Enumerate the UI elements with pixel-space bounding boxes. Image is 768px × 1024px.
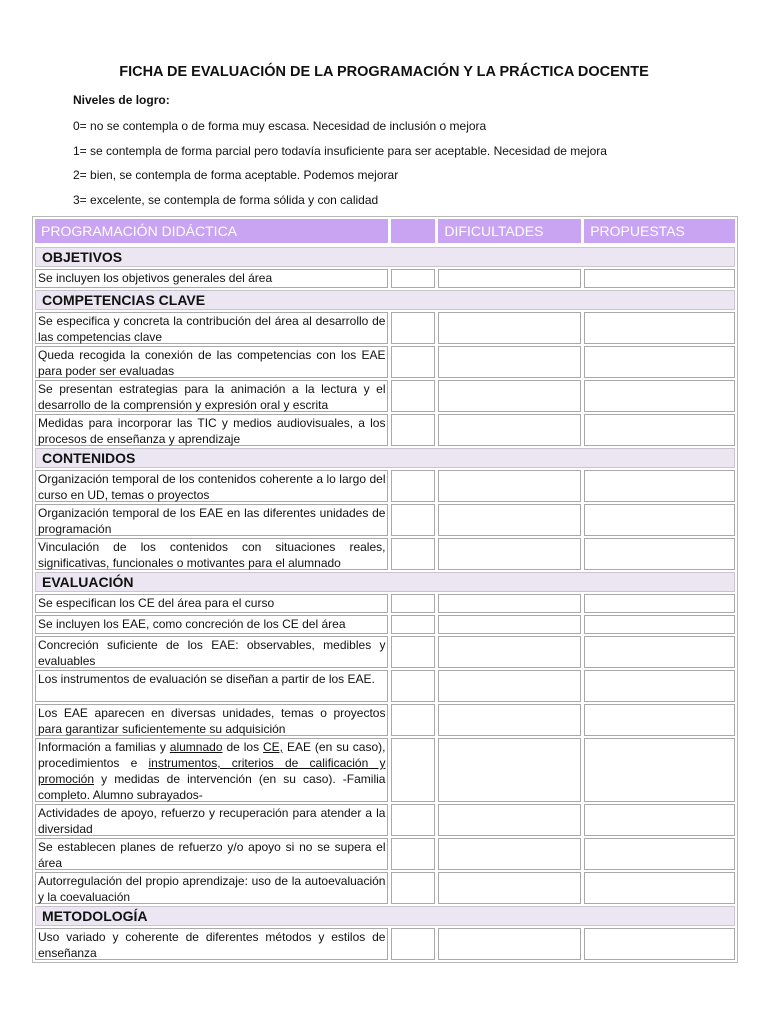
row-text: Se establecen planes de refuerzo y/o apoyo si no se supera el área [35, 838, 388, 870]
row-text: Los EAE aparecen en diversas unidades, temas o proyectos para garantizar suficientemente su adquisición [35, 704, 388, 736]
level-cell[interactable] [391, 872, 435, 904]
propuestas-cell[interactable] [584, 594, 735, 613]
dificultades-cell[interactable] [438, 704, 581, 736]
section-evaluacion: EVALUACIÓN [35, 572, 735, 592]
dificultades-cell[interactable] [438, 636, 581, 668]
table-row [35, 636, 735, 668]
table-row [35, 504, 735, 536]
section-objetivos: OBJETIVOS [35, 247, 735, 267]
row-text-part: y medidas de intervención (en su caso). -Familia completo. Alumno subrayados- [38, 772, 386, 802]
dificultades-cell[interactable] [438, 346, 581, 378]
row-text: Se incluyen los EAE, como concreción de los CE del área [35, 615, 388, 634]
header-dificultades: DIFICULTADES [438, 219, 581, 243]
propuestas-cell[interactable] [584, 380, 735, 412]
row-text: Vinculación de los contenidos con situaciones reales, significativas, funcionales o motivantes para el alumnado [35, 538, 388, 570]
level-cell[interactable] [391, 928, 435, 960]
level-cell[interactable] [391, 346, 435, 378]
propuestas-cell[interactable] [584, 670, 735, 702]
level-cell[interactable] [391, 636, 435, 668]
row-text: Se incluyen los objetivos generales del área [35, 269, 388, 288]
row-text-part: de los [222, 740, 264, 754]
propuestas-cell[interactable] [584, 872, 735, 904]
dificultades-cell[interactable] [438, 312, 581, 344]
table-row [35, 470, 735, 502]
propuestas-cell[interactable] [584, 269, 735, 288]
row-text-part: EAE (en su caso), procedimientos e [38, 740, 386, 770]
levels-heading: Niveles de logro: [73, 93, 170, 107]
dificultades-cell[interactable] [438, 738, 581, 802]
propuestas-cell[interactable] [584, 414, 735, 446]
dificultades-cell[interactable] [438, 504, 581, 536]
level-cell[interactable] [391, 504, 435, 536]
level-cell[interactable] [391, 594, 435, 613]
table-row [35, 738, 735, 802]
propuestas-cell[interactable] [584, 928, 735, 960]
table-row [35, 538, 735, 570]
header-propuestas: PROPUESTAS [584, 219, 735, 243]
row-text: Los instrumentos de evaluación se diseñan a partir de los EAE. [35, 670, 388, 702]
section-metodologia: METODOLOGÍA [35, 906, 735, 926]
propuestas-cell[interactable] [584, 704, 735, 736]
level-cell[interactable] [391, 269, 435, 288]
table-header [33, 217, 737, 245]
level-cell[interactable] [391, 470, 435, 502]
propuestas-cell[interactable] [584, 804, 735, 836]
row-text: Autorregulación del propio aprendizaje: uso de la autoevaluación y la coevaluación [35, 872, 388, 904]
table-row [35, 594, 735, 613]
underlined-text: CE, [263, 740, 284, 754]
dificultades-cell[interactable] [438, 804, 581, 836]
propuestas-cell[interactable] [584, 312, 735, 344]
level-cell[interactable] [391, 615, 435, 634]
table-row [35, 615, 735, 634]
level-3: 3= excelente, se contempla de forma sólida y con calidad [73, 193, 379, 207]
dificultades-cell[interactable] [438, 928, 581, 960]
dificultades-cell[interactable] [438, 380, 581, 412]
row-text: Medidas para incorporar las TIC y medios audiovisuales, a los procesos de enseñanza y aprendizaje [35, 414, 388, 446]
propuestas-cell[interactable] [584, 636, 735, 668]
level-2: 2= bien, se contempla de forma aceptable. Podemos mejorar [73, 168, 399, 182]
table-row [35, 872, 735, 904]
level-0: 0= no se contempla o de forma muy escasa. Necesidad de inclusión o mejora [73, 119, 487, 133]
table-row [35, 346, 735, 378]
table-row [35, 269, 735, 288]
table-row [35, 928, 735, 960]
row-text: Actividades de apoyo, refuerzo y recuperación para atender a la diversidad [35, 804, 388, 836]
row-text: Organización temporal de los EAE en las diferentes unidades de programación [35, 504, 388, 536]
table-row [35, 704, 735, 736]
propuestas-cell[interactable] [584, 538, 735, 570]
row-text: Se presentan estrategias para la animación a la lectura y el desarrollo de la comprensión y expresión oral y escrita [35, 380, 388, 412]
propuestas-cell[interactable] [584, 504, 735, 536]
level-cell[interactable] [391, 738, 435, 802]
evaluation-table [32, 216, 738, 963]
dificultades-cell[interactable] [438, 670, 581, 702]
propuestas-cell[interactable] [584, 615, 735, 634]
header-programacion: PROGRAMACIÓN DIDÁCTICA [35, 219, 388, 243]
table-row [35, 414, 735, 446]
dificultades-cell[interactable] [438, 872, 581, 904]
row-text: Se especifica y concreta la contribución del área al desarrollo de las competencias clave [35, 312, 388, 344]
table-row [35, 312, 735, 344]
dificultades-cell[interactable] [438, 414, 581, 446]
level-cell[interactable] [391, 380, 435, 412]
table-row [35, 838, 735, 870]
level-cell[interactable] [391, 804, 435, 836]
section-contenidos: CONTENIDOS [35, 448, 735, 468]
row-text: Queda recogida la conexión de las competencias con los EAE para poder ser evaluadas [35, 346, 388, 378]
section-competencias-clave: COMPETENCIAS CLAVE [35, 290, 735, 310]
table-row [35, 380, 735, 412]
underlined-text: alumnado [169, 740, 223, 754]
propuestas-cell[interactable] [584, 838, 735, 870]
level-cell[interactable] [391, 312, 435, 344]
page-title: FICHA DE EVALUACIÓN DE LA PROGRAMACIÓN Y LA PRÁCTICA DOCENTE [119, 64, 649, 80]
level-1: 1= se contempla de forma parcial pero todavía insuficiente para ser aceptable. Necesidad de mejora [73, 144, 607, 158]
header-level [391, 219, 435, 243]
dificultades-cell[interactable] [438, 615, 581, 634]
row-text: Se especifican los CE del área para el curso [35, 594, 388, 613]
row-text [35, 738, 388, 802]
level-cell[interactable] [391, 414, 435, 446]
underlined-text: instrumentos, criterios de calificación y promoción [38, 756, 386, 786]
row-text-part: Información a familias y [38, 740, 170, 754]
table-row [35, 804, 735, 836]
level-cell[interactable] [391, 670, 435, 702]
level-cell[interactable] [391, 538, 435, 570]
dificultades-cell[interactable] [438, 538, 581, 570]
dificultades-cell[interactable] [438, 269, 581, 288]
row-text: Organización temporal de los contenidos coherente a lo largo del curso en UD, temas o proyectos [35, 470, 388, 502]
propuestas-cell[interactable] [584, 738, 735, 802]
level-cell[interactable] [391, 704, 435, 736]
propuestas-cell[interactable] [584, 346, 735, 378]
propuestas-cell[interactable] [584, 470, 735, 502]
row-text: Concreción suficiente de los EAE: observables, medibles y evaluables [35, 636, 388, 668]
dificultades-cell[interactable] [438, 838, 581, 870]
table-row [35, 670, 735, 702]
row-text: Uso variado y coherente de diferentes métodos y estilos de enseñanza [35, 928, 388, 960]
dificultades-cell[interactable] [438, 594, 581, 613]
level-cell[interactable] [391, 838, 435, 870]
dificultades-cell[interactable] [438, 470, 581, 502]
